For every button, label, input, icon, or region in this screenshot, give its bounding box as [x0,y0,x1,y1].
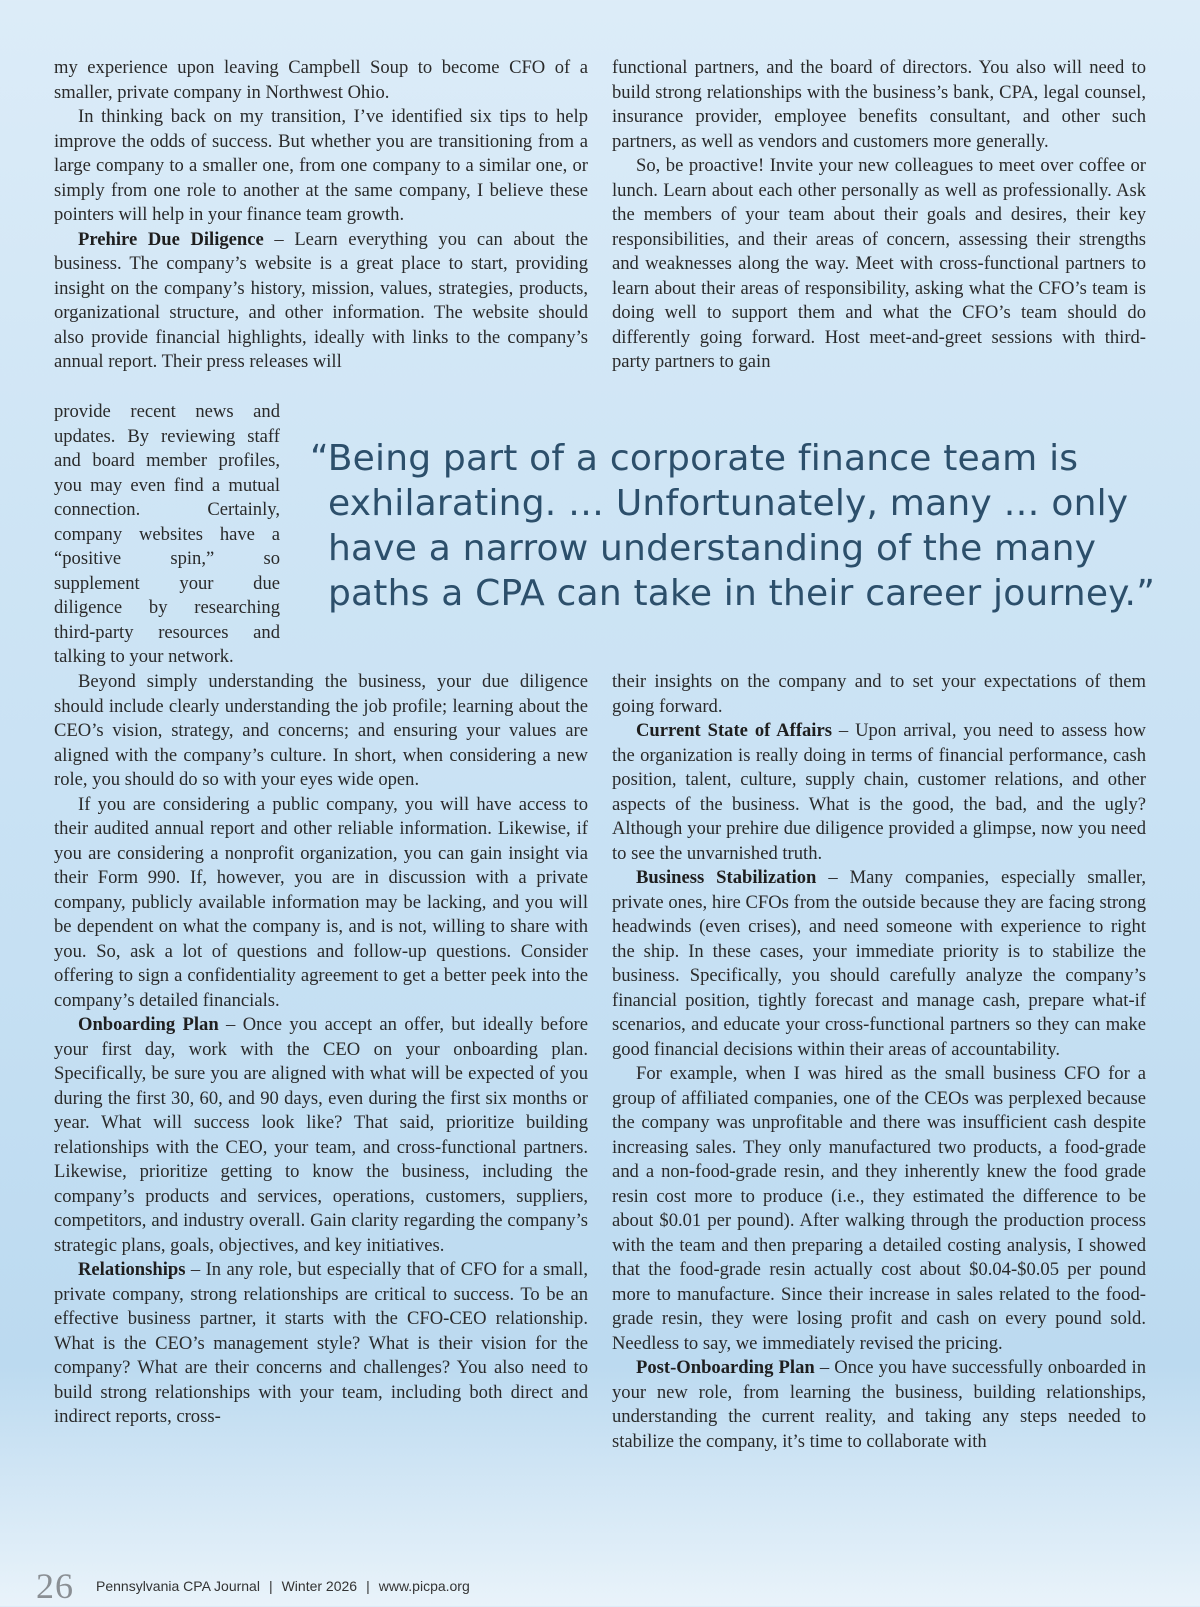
paragraph-text: – Upon arrival, you need to assess how the organization is really doing in terms of financial performance, cash position, talent, culture, supply chain, customer relations, and other aspects of the business. What is the good, the bad, and the ugly? Although your prehire due diligence provided a glimpse, now you need to see the unvarnished truth. [612,720,1146,864]
paragraph [54,1258,588,1430]
separator: | [366,1578,370,1594]
section-heading-prehire: Prehire Due Diligence [78,228,264,250]
footer-text [96,1578,470,1594]
paragraph [54,228,588,375]
paragraph: For example, when I was hired as the small business CFO for a group of affiliated companies, one of the CEOs was perplexed because the company was unprofitable and there was insufficient cash despite increasing sales. They only manufactured two products, a food-grade and a non-food-grade resin, and they inherently knew the food grade resin cost more to produce (i.e., they estimated the difference to be about $0.01 per pound). After walking through the production process with the team and then preparing a detailed costing analysis, I showed that the food-grade resin actually cost about $0.04-$0.05 per pound more to manufacture. Since their increase in sales related to the food-grade resin, they were losing profit and cash on every pound sold. Needless to say, we immediately revised the pricing. [612,1063,1146,1354]
paragraph: Beyond simply understanding the business, your due diligence should include clearly understanding the job profile; learning about the CEO’s vision, strategy, and concerns; and ensuring your values are aligned with the company’s culture. In short, when considering a new role, you should do so with your eyes wide open. [54,671,588,790]
column-left-bottom [54,670,588,1430]
section-heading-post-onboarding: Post-Onboarding Plan [636,1357,815,1378]
section-heading-onboarding: Onboarding Plan [78,1014,219,1035]
issue-date: Winter 2026 [281,1578,358,1594]
paragraph: So, be proactive! Invite your new colleagues to meet over coffee or lunch. Learn about each other personally as well as professionally. Ask the members of your team about their goals and desires, their key responsibilities, and their areas of concern, assessing their strengths and weaknesses along the way. Meet with cross-functional partners to learn about their areas of responsibility, asking what the CFO’s team is doing well to support them and what the CFO’s team should do differently going forward. Host meet-and-greet sessions with third-party partners to gain [612,155,1146,372]
paragraph: my experience upon leaving Campbell Soup to become CFO of a smaller, private company in Northwest Ohio. [54,57,588,103]
column-right-bottom [612,670,1146,1454]
paragraph: In thinking back on my transition, I’ve identified six tips to help improve the odds of success. But whether you are transitioning from a large company to a smaller one, from one company to a similar one, or simply from one role to another at the same company, I believe these pointers will help in your finance team growth. [54,106,588,225]
pull-quote-line: “Being part of a corporate finance team is [310,438,1079,479]
paragraph: provide recent news and updates. By reviewing staff and board member profiles, you may even find a mutual connection. Certainly, company websites have a “positive spin,” so supplement your due diligence by researching third-party resources and talking to your network. [54,401,280,667]
paragraph-text: – Once you have successfully onboarded in your new role, from learning the business, building relationships, understanding the current reality, and taking any steps needed to stabilize the company, it’s time to collaborate with [612,1357,1146,1452]
paragraph: If you are considering a public company, you will have access to their audited annual report and other reliable information. Likewise, if you are considering a nonprofit organization, you can gain insight via their Form 990. If, however, you are in discussion with a private company, publicly available information may be lacking, and you will be dependent on what the company is, and is not, willing to share with you. So, ask a lot of questions and follow-up questions. Consider offering to sign a confidentiality agreement to get a better peek into the company’s detailed financials. [54,793,588,1011]
section-heading-relationships: Relationships [78,1259,186,1280]
separator: | [268,1578,273,1594]
paragraph-text: – Once you accept an offer, but ideally before your first day, work with the CEO on your onboarding plan. Specifically, be sure you are aligned with what will be expected of you during the first 30, 60, and 90 days, even during the first six months or year. What will success look like? That said, prioritize building relationships with the CEO, your team, and cross-functional partners. Likewise, prioritize getting to know the business, including the company’s products and services, operations, customers, suppliers, competitors, and industry overall. Gain clarity regarding the company’s strategic plans, goals, objectives, and key initiatives. [54,1014,588,1256]
column-right-top [612,56,1146,375]
column-left-top [54,56,588,375]
section-heading-stabilization: Business Stabilization [636,867,817,888]
column-left-narrow [54,400,280,670]
paragraph: their insights on the company and to set your expectations of them going forward. [612,671,1146,717]
paragraph [612,1356,1146,1454]
pull-quote-line: exhilarating. … Unfortunately, many … only [328,483,1129,524]
paragraph [612,719,1146,866]
pull-quote-line: paths a CPA can take in their career journey.” [328,573,1156,614]
paragraph: functional partners, and the board of directors. You also will need to build strong relationships with the business’s bank, CPA, legal counsel, insurance provider, employee benefits consultant, and other such partners, as well as vendors and customers more generally. [612,57,1146,152]
paragraph-text: – Learn everything you can about the business. The company’s website is a great place to start, providing insight on the company’s history, mission, values, strategies, products, organizational structure, and other information. The website should also provide financial highlights, ideally with links to the company’s annual report. Their press releases will [54,228,588,372]
paragraph [612,866,1146,1062]
publication-name: Pennsylvania CPA Journal [96,1578,260,1594]
paragraph [54,1013,588,1258]
pull-quote-line: have a narrow understanding of the many [328,528,1097,569]
page-footer [36,1566,470,1606]
website-link[interactable]: www.picpa.org [378,1578,470,1594]
pull-quote [310,436,1160,616]
paragraph-text: – In any role, but especially that of CFO for a small, private company, strong relationships are critical to success. To be an effective business partner, it starts with the CFO-CEO relationship. What is the CEO’s management style? What is their vision for the company? What are their concerns and challenges? You also need to build strong relationships with your team, including both direct and indirect reports, cross- [54,1259,588,1427]
page-number: 26 [36,1566,74,1606]
paragraph-text: – Many companies, especially smaller, private ones, hire CFOs from the outside because they are facing strong headwinds (even crises), and need someone with experience to right the ship. In these cases, your immediate priority is to stabilize the business. Specifically, you should carefully analyze the company’s financial position, tightly forecast and manage cash, prepare what-if scenarios, and educate your cross-functional partners so they can make good financial decisions within their areas of accountability. [612,867,1146,1060]
section-heading-current-state: Current State of Affairs [636,720,832,741]
